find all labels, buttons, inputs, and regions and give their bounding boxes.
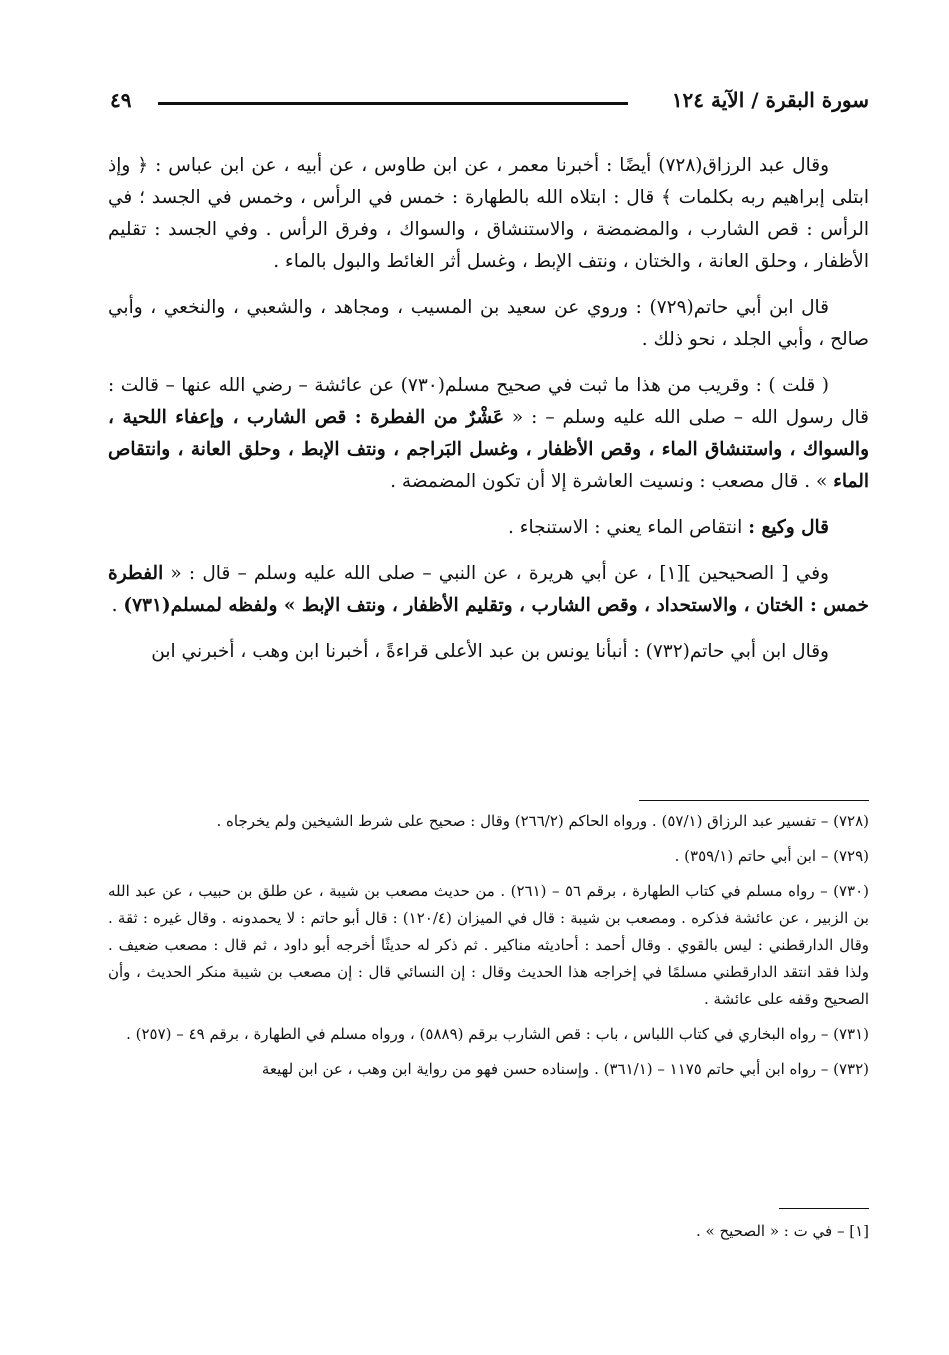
footnote-separator xyxy=(639,800,869,801)
paragraph-sahihayn: وفي [ الصحيحين ][١] ، عن أبي هريرة ، عن النبي – صلى الله عليه وسلم – قال : « الفطرة خمس : الختان ، والاستحداد ، وقص الشارب ، وتقليم الأظفار ، ونتف الإبط » ولفظه لمسلم(٧٣١) . xyxy=(108,563,869,616)
editor-note: [١] – في ت : « الصحيح » . xyxy=(695,1222,869,1240)
paragraph-waki: قال وكيع : انتقاص الماء يعني : الاستنجاء . xyxy=(508,517,829,538)
footnotes xyxy=(108,808,869,1091)
footnote-731: (٧٣١) – رواه البخاري في كتاب اللباس ، باب : قص الشارب برقم (٥٨٨٩) ، ورواه مسلم في الطهارة ، برقم ٤٩ – (٢٥٧) . xyxy=(126,1025,869,1043)
editor-note-separator xyxy=(779,1208,869,1209)
hadith-text: عَشْرٌ من الفطرة : قص الشارب ، وإعفاء اللحية ، والسواك ، واستنشاق الماء ، وقص الأظفار ، وغسل البَراجم ، ونتف الإبط ، وحلق العانة ، وانتقاص الماء xyxy=(108,407,869,492)
main-text xyxy=(108,150,869,682)
paragraph-abdulrazzaq: وقال عبد الرزاق(٧٢٨) أيضًا : أخبرنا معمر ، عن ابن طاوس ، عن أبيه ، عن ابن عباس : ﴿ وإذ ابتلى إبراهيم ربه بكلمات ﴾ قال : ابتلاه الله بالطهارة : خمس في الرأس ، وخمس في الجسد ؛ في الرأس : قص الشارب ، والمضمضة ، والاستنشاق ، والسواك ، وفرق الرأس . وفي الجسد : تقليم الأظفار ، وحلق العانة ، والختان ، ونتف الإبط ، وغسل أثر الغائط والبول بالماء . xyxy=(108,155,869,272)
header-rule xyxy=(158,102,628,105)
hadith-fitra: الفطرة خمس : الختان ، والاستحداد ، وقص الشارب ، وتقليم الأظفار ، ونتف الإبط » ولفظه لمسلم(٧٣١) xyxy=(108,563,869,616)
page-header xyxy=(110,88,869,122)
footnote-730: (٧٣٠) – رواه مسلم في كتاب الطهارة ، برقم ٥٦ – (٢٦١) . من حديث مصعب بن شيبة ، عن طلق بن حبيب ، عن عبد الله بن الزبير ، عن عائشة فذكره . ومصعب بن شيبة : قال في الميزان (١٢٠/٤) : قال أبو حاتم : لا يحمدونه . وقال غيره : ثقة . وقال الدارقطني : ليس بالقوي . وقال أحمد : أحاديثه مناكير . ثم ذكر له حديثًا أخرجه أبو داود ، ثم قال : مصعب ضعيف . ولذا فقد انتقد الدارقطني مسلمًا في إخراجه هذا الحديث وقال : إن النسائي قال : إن مصعب بن شيبة منكر الحديث ، وأن الصحيح وقفه على عائشة . xyxy=(108,882,869,1008)
footnote-732: (٧٣٢) – رواه ابن أبي حاتم ١١٧٥ – (٣٦١/١) . وإسناده حسن فهو من رواية ابن وهب ، عن ابن لهيعة xyxy=(261,1060,869,1078)
paragraph-yunus: وقال ابن أبي حاتم(٧٣٢) : أنبأنا يونس بن عبد الأعلى قراءةً ، أخبرنا ابن وهب ، أخبرني ابن xyxy=(151,641,829,662)
footnote-729: (٧٢٩) – ابن أبي حاتم (٣٥٩/١) . xyxy=(674,847,869,865)
paragraph-ibn-abi-hatim: قال ابن أبي حاتم(٧٢٩) : وروي عن سعيد بن المسيب ، ومجاهد ، والشعبي ، والنخعي ، وأبي صالح ، وأبي الجلد ، نحو ذلك . xyxy=(108,297,869,350)
surah-title: سورة البقرة / الآية ١٢٤ xyxy=(671,88,869,112)
page-number: ٤٩ xyxy=(110,88,132,112)
paragraph-qultu: ( قلت ) : وقريب من هذا ما ثبت في صحيح مسلم(٧٣٠) عن عائشة – رضي الله عنها – قالت : قال رسول الله – صلى الله عليه وسلم – : « عَشْرٌ من الفطرة : قص الشارب ، وإعفاء اللحية ، والسواك ، واستنشاق الماء ، وقص الأظفار ، وغسل البَراجم ، ونتف الإبط ، وحلق العانة ، وانتقاص الماء » . قال مصعب : ونسيت العاشرة إلا أن تكون المضمضة . xyxy=(108,375,869,492)
footnote-728: (٧٢٨) – تفسير عبد الرزاق (٥٧/١) . ورواه الحاكم (٢٦٦/٢) وقال : صحيح على شرط الشيخين ولم يخرجاه . xyxy=(216,812,869,830)
